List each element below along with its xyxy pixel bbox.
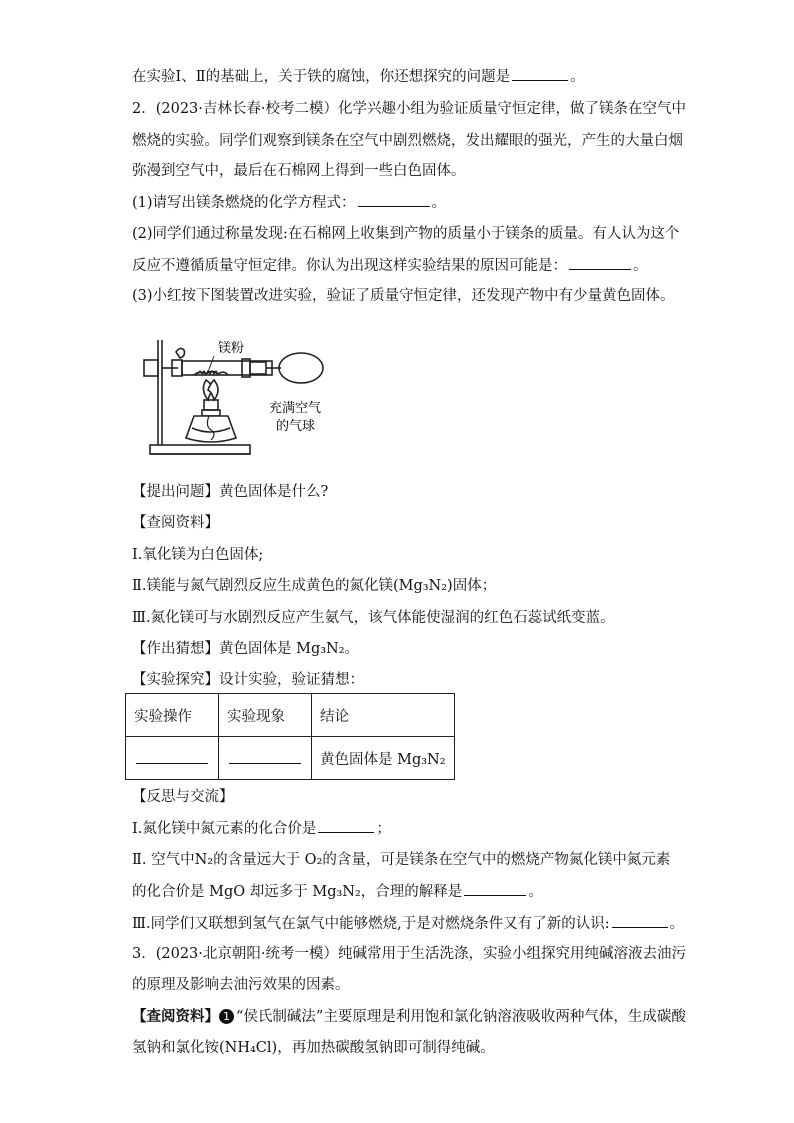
reference-item-3: Ⅲ.氮化镁可与水剧烈反应产生氨气，该气体能使湿润的红色石蕊试纸变蓝。 bbox=[132, 610, 615, 626]
ask-question-heading: 【提出问题】黄色固体是什么? bbox=[132, 484, 329, 500]
reflection-heading: 【反思与交流】 bbox=[132, 789, 234, 805]
experiment-table bbox=[125, 693, 455, 780]
label-magnesium-powder: 镁粉 bbox=[218, 341, 245, 356]
reference-item-1: Ⅰ.氧化镁为白色固体; bbox=[132, 547, 264, 563]
question-3-reference-line: 【查阅资料】 1 “侯氏制碱法”主要原理是利用饱和氯化钠溶液吸收两种气体，生成碳酸 bbox=[132, 1008, 686, 1025]
part-2-line-2: 反应不遵循质量守恒定律。你认为出现这样实验结果的原因可能是： 。 bbox=[132, 255, 648, 276]
table-cell-operation[interactable] bbox=[126, 737, 219, 780]
table-header-operation: 实验操作 bbox=[126, 694, 219, 737]
question-3-reference-line-2: 氢钠和氯化铵(NH₄Cl)，再加热碳酸氢钠即可制得纯碱。 bbox=[132, 1040, 495, 1056]
reflection-item-2-line-1: Ⅱ. 空气中N₂的含量远大于 O₂的含量，可是镁条在空气中的燃烧产物氮化镁中氮元素 bbox=[132, 852, 671, 868]
table-cell-phenomenon[interactable] bbox=[219, 737, 312, 780]
question-2-line-2: 燃烧的实验。同学们观察到镁条在空气中剧烈燃烧，发出耀眼的强光，产生的大量白烟 bbox=[132, 133, 683, 149]
question-2-line-3: 弥漫到空气中，最后在石棉网上得到一些白色固体。 bbox=[132, 163, 466, 179]
table-header-conclusion: 结论 bbox=[312, 694, 455, 737]
part-3-line: (3)小红按下图装置改进实验，验证了质量守恒定律，还发现产物中有少量黄色固体。 bbox=[132, 288, 675, 304]
answer-blank[interactable] bbox=[569, 255, 631, 270]
reflection-item-1: Ⅰ.氮化镁中氮元素的化合价是 ； bbox=[132, 818, 391, 839]
text-line: 在实验Ⅰ、Ⅱ的基础上，关于铁的腐蚀，你还想探究的问题是 。 bbox=[132, 66, 585, 87]
answer-blank[interactable] bbox=[612, 913, 668, 928]
question-3-line-1: 3．(2023·北京朝阳·统考一模）纯碱常用于生活洗涤，实验小组探究用纯碱溶液去油污 bbox=[132, 946, 686, 962]
answer-blank[interactable] bbox=[229, 749, 301, 764]
table-row bbox=[126, 737, 455, 780]
part-2-line-1: (2)同学们通过称量发现:在石棉网上收集到产物的质量小于镁条的质量。有人认为这个 bbox=[132, 226, 680, 242]
question-3-line-2: 的原理及影响去油污效果的因素。 bbox=[132, 977, 350, 993]
hypothesis-line: 【作出猜想】黄色固体是 Mg₃N₂。 bbox=[132, 641, 360, 657]
answer-blank[interactable] bbox=[136, 749, 208, 764]
explore-heading: 【实验探究】设计实验，验证猜想： bbox=[132, 672, 364, 688]
answer-blank[interactable] bbox=[464, 881, 526, 896]
reference-item-2: Ⅱ.镁能与氮气剧烈反应生成黄色的氮化镁(Mg₃N₂)固体； bbox=[132, 578, 497, 594]
question-2-line-1: 2．(2023·吉林长春·校考二模）化学兴趣小组为验证质量守恒定律，做了镁条在空气中 bbox=[132, 101, 686, 117]
label-balloon-line-1: 充满空气 bbox=[269, 401, 322, 416]
table-header-row bbox=[126, 694, 455, 737]
part-1-line: (1)请写出镁条燃烧的化学方程式： 。 bbox=[132, 192, 446, 213]
answer-blank[interactable] bbox=[512, 66, 568, 81]
table-header-phenomenon: 实验现象 bbox=[219, 694, 312, 737]
reflection-item-3: Ⅲ.同学们又联想到氢气在氯气中能够燃烧,于是对燃烧条件又有了新的认识: 。 bbox=[132, 913, 684, 934]
label-balloon-line-2: 的气球 bbox=[276, 419, 316, 434]
apparatus-drawing bbox=[136, 328, 346, 468]
table-cell-conclusion: 黄色固体是 Mg₃N₂ bbox=[312, 737, 455, 780]
circled-number-1: 1 bbox=[219, 1009, 234, 1024]
apparatus-figure bbox=[136, 328, 346, 472]
reference-heading: 【查阅资料】 bbox=[132, 515, 219, 531]
answer-blank[interactable] bbox=[358, 192, 430, 207]
answer-blank[interactable] bbox=[318, 818, 374, 833]
reflection-item-2-line-2: 的化合价是 MgO 却远多于 Mg₃N₂，合理的解释是 。 bbox=[132, 881, 543, 902]
